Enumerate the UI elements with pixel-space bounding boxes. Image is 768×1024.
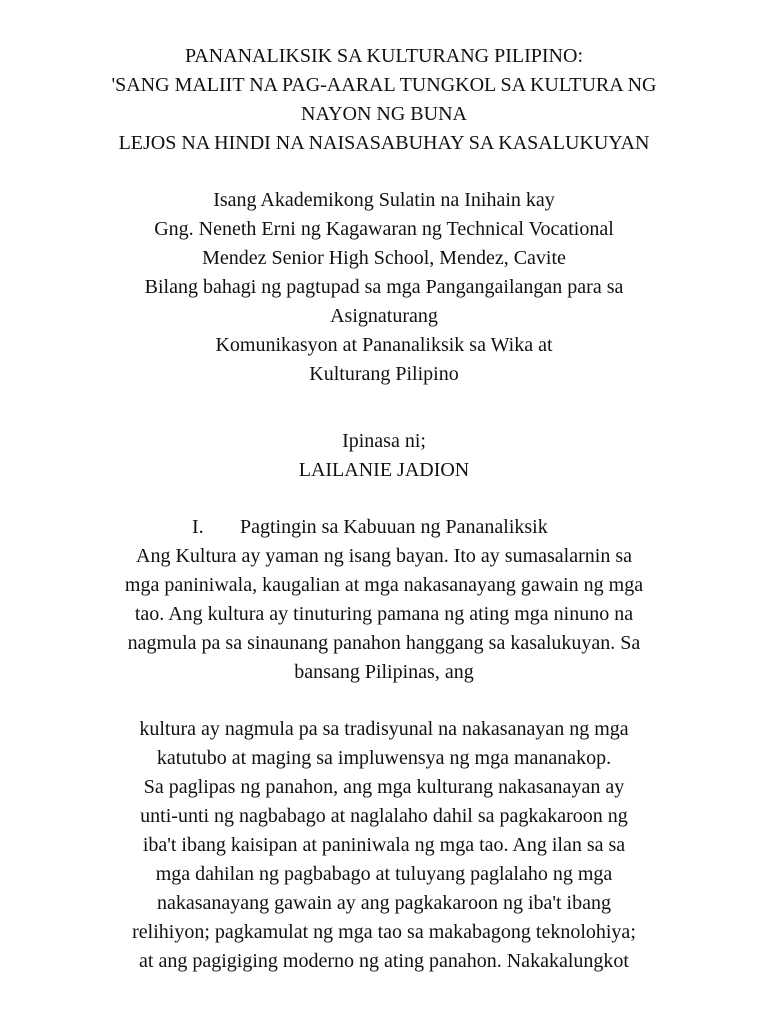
title-line-1: PANANALIKSIK SA KULTURANG PILIPINO: <box>185 45 583 67</box>
title-line-3: NAYON NG BUNA <box>301 103 467 125</box>
paragraph-2-line-6: mga dahilan ng pagbabago at tuluyang paglalaho ng mga <box>155 863 613 885</box>
paragraph-1-line-3: tao. Ang kultura ay tinuturing pamana ng ating mga ninuno na <box>134 603 634 625</box>
section-title: Pagtingin sa Kabuuan ng Pananaliksik <box>240 516 548 538</box>
paragraph-2-line-2: katutubo at maging sa impluwensya ng mga mananakop. <box>156 747 612 769</box>
submission-line-6: Komunikasyon at Pananaliksik sa Wika at <box>215 334 553 356</box>
paragraph-2-line-3: Sa paglipas ng panahon, ang mga kulturang nakasanayan ay <box>143 776 625 798</box>
submission-line-3: Mendez Senior High School, Mendez, Cavite <box>202 247 566 269</box>
paragraph-1-line-1: Ang Kultura ay yaman ng isang bayan. Ito ay sumasalarnin sa <box>136 545 632 567</box>
submitted-by-label: Ipinasa ni; <box>342 430 426 452</box>
paragraph-2-line-5: iba't ibang kaisipan at paniniwala ng mga tao. Ang ilan sa sa <box>142 834 626 856</box>
title-line-2: 'SANG MALIIT NA PAG-AARAL TUNGKOL SA KULTURA NG <box>111 74 657 96</box>
submission-line-1: Isang Akademikong Sulatin na Inihain kay <box>213 189 555 211</box>
paragraph-2-line-7: nakasanayang gawain ay ang pagkakaroon ng iba't ibang <box>157 892 611 914</box>
paragraph-1-line-2: mga paniniwala, kaugalian at mga nakasanayang gawain ng mga <box>124 574 644 596</box>
submission-line-4: Bilang bahagi ng pagtupad sa mga Pangangailangan para sa <box>144 276 624 298</box>
section-heading <box>192 513 548 541</box>
author-name: LAILANIE JADION <box>298 459 470 481</box>
paragraph-2-line-8: relihiyon; pagkamulat ng mga tao sa makabagong teknolohiya; <box>132 921 636 943</box>
paragraph-1-line-4: nagmula pa sa sinaunang panahon hanggang sa kasalukuyan. Sa <box>127 632 641 654</box>
section-number: I. <box>192 516 204 538</box>
paragraph-2-line-4: unti-unti ng nagbabago at naglalaho dahil sa pagkakaroon ng <box>140 805 628 827</box>
paragraph-2-line-1: kultura ay nagmula pa sa tradisyunal na nakasanayan ng mga <box>139 718 629 740</box>
title-line-4: LEJOS NA HINDI NA NAISASABUHAY SA KASALUKUYAN <box>118 132 650 154</box>
submission-line-7: Kulturang Pilipino <box>309 363 459 385</box>
submission-line-2: Gng. Neneth Erni ng Kagawaran ng Technical Vocational <box>154 218 614 240</box>
submission-line-5: Asignaturang <box>330 305 438 327</box>
paragraph-2-line-9: at ang pagigiging moderno ng ating panahon. Nakakalungkot <box>139 950 629 972</box>
paragraph-1-line-5: bansang Pilipinas, ang <box>294 661 474 683</box>
